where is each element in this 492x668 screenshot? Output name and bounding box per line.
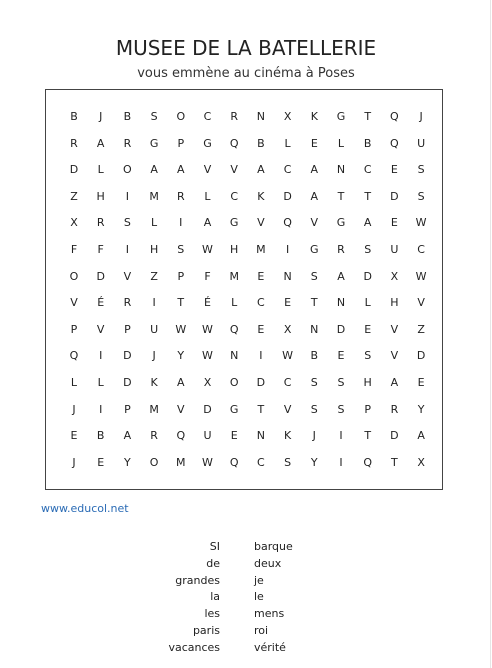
grid-letter: D <box>96 269 105 283</box>
grid-letter: V <box>417 296 425 310</box>
grid-letter: L <box>70 376 78 389</box>
grid-letter: T <box>391 455 398 469</box>
grid-letter: S <box>337 376 345 389</box>
grid-letter: D <box>416 349 426 363</box>
word-item: le <box>254 590 264 604</box>
grid-letter: N <box>336 163 346 177</box>
grid-letter: Q <box>363 455 373 469</box>
grid-letter: K <box>310 110 318 123</box>
grid-letter: E <box>417 376 425 389</box>
grid-letter: C <box>363 163 372 177</box>
grid-letter: A <box>203 216 212 230</box>
grid-letter: D <box>123 376 132 389</box>
grid-letter: D <box>390 189 399 203</box>
grid-letter: A <box>390 376 399 389</box>
grid-letter: B <box>70 110 78 123</box>
grid-letter: B <box>257 136 265 150</box>
word-item: vacances <box>168 640 220 654</box>
grid-letter: É <box>97 296 105 310</box>
grid-letter: D <box>390 429 399 443</box>
grid-letter: F <box>97 243 104 256</box>
grid-row <box>46 426 442 446</box>
grid-letter: P <box>177 136 185 150</box>
grid-row <box>46 373 442 393</box>
word-item: roi <box>254 623 269 637</box>
word-item: mens <box>254 607 285 621</box>
grid-letter: R <box>176 189 185 203</box>
page-edge-line <box>490 0 491 668</box>
grid-letter: U <box>390 243 399 256</box>
grid-letter: W <box>175 322 187 336</box>
grid-letter: I <box>259 349 263 363</box>
grid-letter: S <box>310 376 318 389</box>
grid-letter: X <box>283 110 292 123</box>
grid-letter: O <box>149 455 159 469</box>
grid-letter: R <box>390 402 399 416</box>
grid-letter: Y <box>124 455 131 469</box>
grid-letter: A <box>310 163 319 177</box>
grid-letter: H <box>96 189 105 203</box>
grid-letter: Q <box>390 110 399 123</box>
grid-letter: E <box>230 429 238 443</box>
grid-letter: U <box>203 429 212 443</box>
grid-letter: Q <box>176 429 186 443</box>
grid-letter: N <box>310 322 319 336</box>
grid-letter: L <box>284 136 291 150</box>
grid-letter: T <box>257 402 265 416</box>
grid-letter: T <box>310 296 318 310</box>
grid-letter: V <box>96 322 105 336</box>
grid-letter: T <box>177 296 185 310</box>
grid-letter: E <box>70 429 78 443</box>
grid-letter: X <box>203 376 212 389</box>
grid-letter: P <box>124 322 131 336</box>
grid-letter: C <box>230 189 239 203</box>
grid-letter: Y <box>177 349 185 363</box>
grid-letter: X <box>390 269 399 283</box>
grid-letter: X <box>70 216 78 230</box>
grid-letter: J <box>72 455 76 469</box>
grid-letter: H <box>390 296 399 310</box>
grid-letter: L <box>97 163 104 177</box>
grid-letter: V <box>283 402 292 416</box>
grid-letter: I <box>339 455 343 469</box>
grid-letter: A <box>96 136 105 150</box>
grid-letter: C <box>257 296 265 310</box>
grid-letter: S <box>177 243 185 256</box>
grid-letter: Q <box>69 349 79 363</box>
grid-letter: L <box>97 376 104 389</box>
grid-letter: Z <box>150 269 158 283</box>
grid-row <box>46 293 442 313</box>
grid-letter: Z <box>70 189 78 203</box>
grid-letter: S <box>284 455 292 469</box>
grid-letter: J <box>99 110 103 123</box>
grid-letter: E <box>257 269 265 283</box>
grid-letter: A <box>337 269 345 283</box>
grid-letter: G <box>203 136 212 150</box>
grid-letter: J <box>152 349 156 363</box>
grid-letter: P <box>364 402 371 416</box>
grid-letter: J <box>72 402 76 416</box>
grid-row <box>46 453 442 473</box>
grid-letter: I <box>99 402 103 416</box>
grid-letter: L <box>337 136 345 150</box>
grid-letter: C <box>283 376 292 389</box>
grid-letter: D <box>336 322 346 336</box>
grid-letter: E <box>310 136 318 150</box>
grid-letter: G <box>149 136 159 150</box>
grid-letter: W <box>202 349 213 363</box>
page-title: MUSEE DE LA BATELLERIE <box>115 36 377 60</box>
grid-letter: É <box>204 296 211 310</box>
grid-letter: R <box>123 296 132 310</box>
grid-letter: R <box>230 110 239 123</box>
grid-letter: L <box>364 296 371 310</box>
grid-letter: I <box>179 216 183 230</box>
grid-letter: C <box>203 110 212 123</box>
grid-letter: Y <box>310 455 318 469</box>
grid-letter: J <box>312 429 316 443</box>
word-item: deux <box>254 556 282 570</box>
grid-letter: V <box>310 216 319 230</box>
grid-letter: V <box>390 349 399 363</box>
grid-letter: H <box>363 376 372 389</box>
word-item: les <box>204 607 220 621</box>
grid-row <box>46 346 442 366</box>
grid-letter: S <box>150 110 158 123</box>
grid-row <box>46 187 442 207</box>
grid-letter: H <box>230 243 239 256</box>
grid-letter: E <box>364 322 372 336</box>
grid-row <box>46 134 442 154</box>
grid-letter: M <box>256 243 266 256</box>
grid-letter: S <box>310 402 318 416</box>
grid-row <box>46 213 442 233</box>
grid-row <box>46 400 442 420</box>
grid-letter: N <box>230 349 239 363</box>
grid-letter: W <box>202 455 213 469</box>
word-item: barque <box>254 540 293 553</box>
grid-letter: V <box>70 296 78 310</box>
grid-letter: I <box>125 189 130 203</box>
grid-letter: R <box>337 243 345 256</box>
grid-letter: W <box>202 243 213 256</box>
grid-letter: L <box>204 189 211 203</box>
word-list-right <box>254 539 293 657</box>
grid-letter: M <box>229 269 239 283</box>
grid-letter: A <box>177 376 185 389</box>
grid-letter: D <box>203 402 212 416</box>
grid-letter: Q <box>390 136 399 150</box>
grid-letter: I <box>125 243 130 256</box>
educol-link[interactable]: www.educol.net <box>41 502 129 515</box>
grid-letter: E <box>284 296 292 310</box>
grid-letter: P <box>70 322 78 336</box>
word-item: SI <box>209 540 220 553</box>
grid-row <box>46 160 442 180</box>
word-item: paris <box>192 623 220 637</box>
grid-letter: C <box>257 455 265 469</box>
grid-letter: K <box>283 429 292 443</box>
grid-row <box>46 267 442 287</box>
grid-letter: X <box>417 455 425 469</box>
grid-letter: R <box>150 429 158 443</box>
grid-letter: H <box>149 243 159 256</box>
grid-letter: C <box>417 243 425 256</box>
grid-letter: R <box>123 136 132 150</box>
grid-letter: R <box>96 216 105 230</box>
grid-letter: E <box>390 163 398 177</box>
word-item: je <box>254 573 264 587</box>
grid-letter: V <box>390 322 399 336</box>
grid-letter: B <box>363 136 372 150</box>
grid-letter: B <box>96 429 105 443</box>
grid-letter: T <box>337 189 345 203</box>
word-search-grid <box>45 89 443 490</box>
grid-letter: W <box>202 322 213 336</box>
grid-letter: M <box>176 455 186 469</box>
grid-letter: I <box>152 296 156 310</box>
grid-row <box>46 107 442 127</box>
grid-letter: S <box>364 243 372 256</box>
grid-letter: A <box>310 189 319 203</box>
grid-letter: R <box>70 136 78 150</box>
grid-letter: V <box>230 163 238 177</box>
grid-letter: E <box>337 349 345 363</box>
grid-letter: A <box>177 163 185 177</box>
grid-letter: Q <box>229 322 239 336</box>
grid-letter: G <box>310 243 319 256</box>
grid-letter: X <box>283 322 292 336</box>
grid-letter: S <box>417 163 425 177</box>
grid-letter: I <box>285 243 290 256</box>
grid-letter: V <box>257 216 265 230</box>
grid-letter: P <box>124 402 131 416</box>
grid-letter: S <box>364 349 372 363</box>
grid-letter: Q <box>283 216 292 230</box>
grid-letter: L <box>151 216 158 230</box>
grid-letter: G <box>229 216 239 230</box>
grid-letter: D <box>256 376 266 389</box>
word-item: grandes <box>175 573 220 587</box>
grid-letter: W <box>282 349 294 363</box>
grid-row <box>46 240 442 260</box>
grid-letter: S <box>337 402 345 416</box>
word-item: la <box>210 590 220 604</box>
grid-letter: A <box>257 163 265 177</box>
grid-letter: G <box>336 110 346 123</box>
grid-letter: B <box>123 110 132 123</box>
grid-letter: Q <box>229 455 239 469</box>
grid-letter: T <box>364 110 372 123</box>
grid-letter: E <box>390 216 398 230</box>
grid-letter: N <box>256 429 265 443</box>
grid-letter: J <box>419 110 423 123</box>
grid-letter: A <box>123 429 132 443</box>
grid-letter: V <box>123 269 132 283</box>
grid-letter: V <box>177 402 185 416</box>
grid-letter: M <box>149 189 159 203</box>
grid-letter: D <box>363 269 372 283</box>
word-item: vérité <box>254 640 286 654</box>
grid-letter: C <box>283 163 292 177</box>
grid-letter: D <box>123 349 132 363</box>
grid-letter: S <box>123 216 131 230</box>
grid-letter: N <box>256 110 265 123</box>
grid-letter: T <box>364 429 372 443</box>
grid-letter: E <box>97 455 105 469</box>
grid-letter: G <box>229 402 239 416</box>
grid-letter: U <box>417 136 426 150</box>
grid-letter: N <box>283 269 292 283</box>
grid-letter: V <box>203 163 212 177</box>
grid-letter: F <box>204 269 211 283</box>
grid-letter: I <box>99 349 103 363</box>
grid-letter: S <box>310 269 318 283</box>
grid-letter: L <box>231 296 238 310</box>
grid-letter: W <box>415 269 427 283</box>
grid-letter: A <box>417 429 425 443</box>
page-subtitle: vous emmène au cinéma à Poses <box>137 66 355 81</box>
grid-letter: T <box>364 189 372 203</box>
grid-letter: K <box>257 189 265 203</box>
grid-letter: A <box>150 163 158 177</box>
grid-letter: K <box>150 376 158 389</box>
grid-letter: Z <box>417 322 425 336</box>
grid-letter: B <box>310 349 319 363</box>
word-list-left <box>168 539 220 657</box>
grid-letter: Q <box>229 136 239 150</box>
word-item: de <box>206 556 220 570</box>
grid-letter: O <box>229 376 239 389</box>
grid-letter: G <box>336 216 346 230</box>
grid-letter: Y <box>417 402 425 416</box>
grid-letter: E <box>257 322 265 336</box>
grid-row <box>46 320 442 340</box>
grid-letter: A <box>363 216 372 230</box>
grid-letter: O <box>123 163 132 177</box>
grid-letter: O <box>176 110 186 123</box>
grid-letter: S <box>417 189 425 203</box>
grid-letter: D <box>69 163 79 177</box>
grid-letter: U <box>150 322 159 336</box>
grid-letter: I <box>339 429 343 443</box>
grid-letter: M <box>149 402 159 416</box>
grid-letter: O <box>69 269 79 283</box>
grid-letter: D <box>283 189 292 203</box>
grid-letter: N <box>336 296 346 310</box>
grid-letter: F <box>70 243 78 256</box>
grid-letter: P <box>177 269 185 283</box>
grid-letter: W <box>415 216 427 230</box>
